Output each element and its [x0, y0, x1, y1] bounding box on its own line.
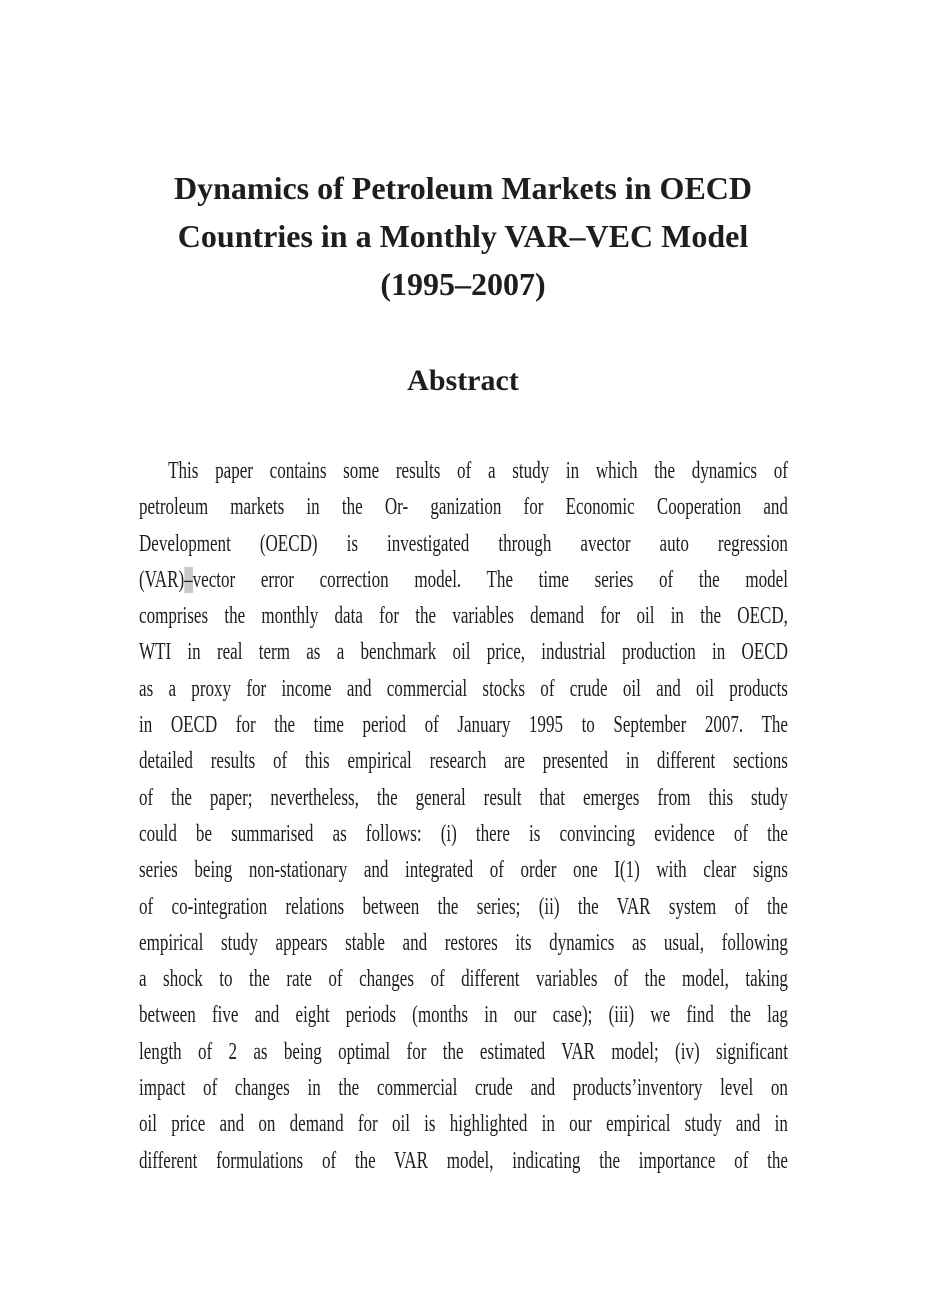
title-line-1: Dynamics of Petroleum Markets in OECD: [174, 170, 752, 206]
abstract-line: a shock to the rate of changes of different variables of the model, taking: [139, 966, 788, 993]
abstract-line: as a proxy for income and commercial stocks of crude oil and oil products: [139, 675, 788, 702]
abstract-line: length of 2 as being optimal for the estimated VAR model; (iv) significant: [139, 1038, 788, 1065]
abstract-line: of co-integration relations between the series; (ii) the VAR system of the: [139, 893, 788, 920]
abstract-line: of the paper; nevertheless, the general result that emerges from this study: [139, 784, 788, 811]
abstract-line: between five and eight periods (months in our case); (iii) we find the lag: [139, 1002, 788, 1029]
title-line-3: (1995–2007): [380, 266, 546, 302]
abstract-line: petroleum markets in the Or- ganization for Economic Cooperation and: [139, 494, 788, 521]
abstract-line: oil price and on demand for oil is highlighted in our empirical study and in: [139, 1111, 788, 1138]
paper-title: [0, 164, 926, 308]
abstract-line: in OECD for the time period of January 1995 to September 2007. The: [139, 712, 788, 739]
abstract-line: impact of changes in the commercial crude and products’inventory level on: [139, 1075, 788, 1102]
abstract-line: Development (OECD) is investigated through avector auto regression: [139, 530, 788, 557]
abstract-line: comprises the monthly data for the variables demand for oil in the OECD,: [139, 603, 788, 630]
abstract-line: WTI in real term as a benchmark oil price, industrial production in OECD: [139, 639, 788, 666]
highlighted-dash: –: [184, 566, 193, 593]
abstract-heading: Abstract: [407, 364, 519, 397]
abstract-body: [139, 453, 788, 1179]
title-line-2: Countries in a Monthly VAR–VEC Model: [177, 218, 749, 254]
abstract-line: (VAR)–vector error correction model. The time series of the model: [139, 566, 788, 593]
abstract-line: different formulations of the VAR model, indicating the importance of the: [139, 1147, 788, 1174]
abstract-line: could be summarised as follows: (i) there is convincing evidence of the: [139, 820, 788, 847]
abstract-line: empirical study appears stable and restores its dynamics as usual, following: [139, 929, 788, 956]
abstract-line: detailed results of this empirical research are presented in different sections: [139, 748, 788, 775]
abstract-line: series being non-stationary and integrated of order one I(1) with clear signs: [139, 857, 788, 884]
abstract-line: This paper contains some results of a study in which the dynamics of: [168, 458, 788, 484]
